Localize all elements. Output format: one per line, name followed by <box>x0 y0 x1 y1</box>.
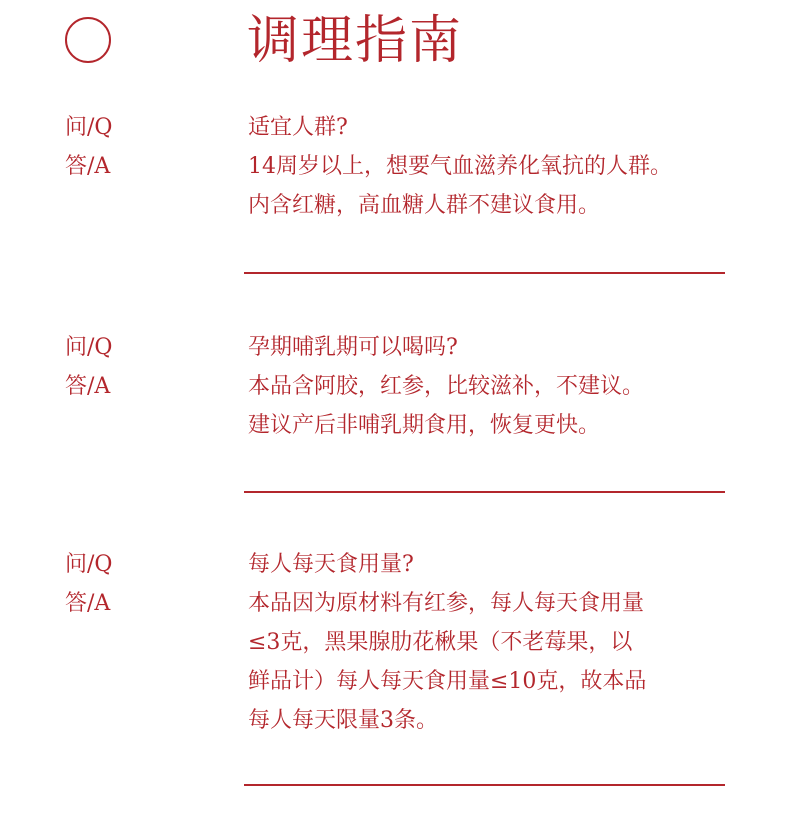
circle-icon <box>65 17 111 63</box>
section-divider <box>244 272 725 274</box>
answer-line: 建议产后非哺乳期食用，恢复更快。 <box>248 413 601 438</box>
question-label: 问/Q <box>65 335 113 360</box>
section-divider <box>244 491 725 493</box>
answer-label: 答/A <box>65 154 111 179</box>
answer-line: 每人每天限量3条。 <box>248 708 438 733</box>
answer-label: 答/A <box>65 374 111 399</box>
answer-line: 本品含阿胶，红参，比较滋补，不建议。 <box>248 374 645 399</box>
page-title: 调理指南 <box>247 11 464 71</box>
question-text: 适宜人群? <box>248 115 348 140</box>
section-divider <box>244 784 725 786</box>
question-label: 问/Q <box>65 552 113 577</box>
answer-line: ≤3克，黑果腺肋花楸果（不老莓果，以 <box>248 630 633 655</box>
answer-line: 鲜品计）每人每天食用量≤10克，故本品 <box>248 669 647 694</box>
question-label: 问/Q <box>65 115 113 140</box>
question-text: 孕期哺乳期可以喝吗? <box>248 335 458 360</box>
answer-line: 本品因为原材料有红参，每人每天食用量 <box>248 591 645 616</box>
answer-label: 答/A <box>65 591 111 616</box>
question-text: 每人每天食用量? <box>248 552 414 577</box>
answer-line: 14周岁以上，想要气血滋养化氧抗的人群。 <box>248 154 672 179</box>
answer-line: 内含红糖，高血糖人群不建议食用。 <box>248 193 601 218</box>
